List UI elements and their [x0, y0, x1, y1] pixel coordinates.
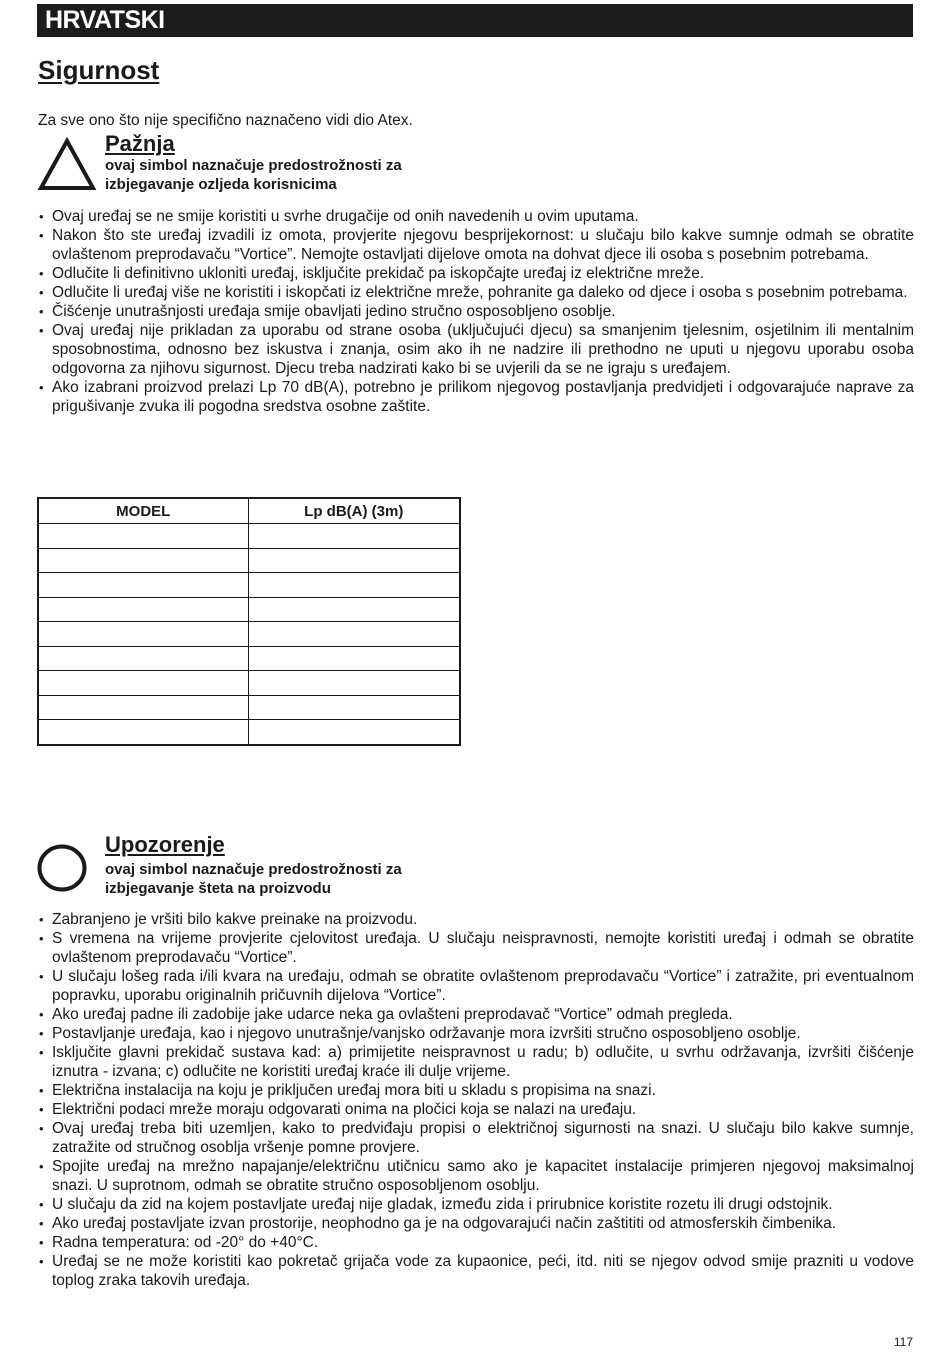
- table-cell: [248, 573, 460, 598]
- warning-list: [38, 910, 914, 1290]
- table-cell: [38, 646, 248, 671]
- table-cell: [248, 597, 460, 622]
- warning-subtitle-line: izbjegavanje šteta na proizvodu: [105, 880, 331, 897]
- warning-subtitle-line: ovaj simbol naznačuje predostrožnosti za: [105, 861, 402, 878]
- intro-text: Za sve ono što nije specifično naznačeno vidi dio Atex.: [38, 112, 413, 129]
- list-item: • Električni podaci mreže moraju odgovarati onima na pločici koja se nalazi na uređaju.: [38, 1100, 914, 1119]
- list-item: • Postavljanje uređaja, kao i njegovo unutrašnje/vanjsko održavanje mora izvršiti stručno osposobljeno osoblje.: [38, 1024, 914, 1043]
- table-cell: [248, 720, 460, 745]
- table-cell: [38, 720, 248, 745]
- list-item: • U slučaju lošeg rada i/ili kvara na uređaju, odmah se obratite ovlaštenom preprodavaču “Vortice” i zatražite, pri eventualnom popravku, uporabu originalnih pričuvnih dijelova “Vortice”.: [38, 967, 914, 1005]
- list-item: • Radna temperatura: od -20° do +40°C.: [38, 1233, 914, 1252]
- table-cell: [248, 622, 460, 647]
- list-item: • Zabranjeno je vršiti bilo kakve preinake na proizvodu.: [38, 910, 914, 929]
- list-item: • Ako izabrani proizvod prelazi Lp 70 dB(A), potrebno je prilikom njegovog postavljanja predvidjeti i odgovarajuće naprave za prigušivanje zvuka ili pogodna sredstva osobne zaštite.: [38, 378, 914, 416]
- table-cell: [248, 646, 460, 671]
- list-item: • Isključite glavni prekidač sustava kad: a) primijetite neispravnost u radu; b) odlučite, u svrhu održavanja, izvršiti čišćenje iznutra - izvana; c) odlučite ne koristiti uređaj kraće ili dulje vrijeme.: [38, 1043, 914, 1081]
- table-row: [38, 573, 460, 598]
- table-cell: [38, 524, 248, 549]
- noise-table: [37, 497, 461, 746]
- table-row: [38, 720, 460, 745]
- table-cell: [38, 622, 248, 647]
- list-item: • Čišćenje unutrašnjosti uređaja smije obavljati jedino stručno osposobljeno osoblje.: [38, 302, 914, 321]
- table-cell: [38, 548, 248, 573]
- page-title: Sigurnost: [38, 55, 160, 85]
- table-row: [38, 646, 460, 671]
- circle-warning-icon: [36, 843, 88, 893]
- table-cell: [248, 548, 460, 573]
- table-row: [38, 695, 460, 720]
- warning-title: Upozorenje: [105, 832, 225, 857]
- table-row: [38, 597, 460, 622]
- table-row: [38, 622, 460, 647]
- caution-subtitle: [105, 156, 505, 194]
- list-item: • Nakon što ste uređaj izvadili iz omota, provjerite njegovu besprijekornost: u slučaju bilo kakve sumnje odmah se obratite ovlaštenom preprodavaču “Vortice”. Nemojte ostavljati dijelove omota na dohvat djece ili osoba s posebnim potrebama.: [38, 226, 914, 264]
- column-header-noise: Lp dB(A) (3m): [248, 498, 460, 524]
- list-item: • Spojite uređaj na mrežno napajanje/električnu utičnicu samo ako je kapacitet instalacije primjeren njegovoj maksimalnoj snazi. U suprotnom, odmah se obratite stručno osposobljenom osoblju.: [38, 1157, 914, 1195]
- caution-subtitle-line: ovaj simbol naznačuje predostrožnosti za: [105, 157, 402, 174]
- caution-list: [38, 207, 914, 416]
- language-label: HRVATSKI: [45, 6, 165, 34]
- list-item: • Ovaj uređaj treba biti uzemljen, kako to predviđaju propisi o električnoj sigurnosti na snazi. U slučaju bilo kakve sumnje, zatražite od stručnog osoblja vršenje pomne provjere.: [38, 1119, 914, 1157]
- list-item: • U slučaju da zid na kojem postavljate uređaj nije gladak, između zida i prirubnice koristite rozetu ili drugi odstojnik.: [38, 1195, 914, 1214]
- list-item: • Ako uređaj postavljate izvan prostorije, neophodno ga je na odgovarajući način zaštititi od atmosferskih čimbenika.: [38, 1214, 914, 1233]
- list-item: • Ovaj uređaj nije prikladan za uporabu od strane osoba (uključujući djecu) sa smanjenim tjelesnim, osjetilnim ili mentalnim sposobnostima, odnosno bez iskustva i znanja, osim ako ih ne nadzire ili prethodno ne uputi u njegovu uporabu osoba odgovorna za njihovu sigurnost. Djecu treba nadzirati kako bi se uvjerili da se ne igraju s uređajem.: [38, 321, 914, 378]
- table-cell: [248, 671, 460, 696]
- list-item: • Ako uređaj padne ili zadobije jake udarce neka ga ovlašteni preprodavač “Vortice” odmah pregleda.: [38, 1005, 914, 1024]
- list-item: • Odlučite li definitivno ukloniti uređaj, isključite prekidač pa iskopčajte uređaj iz električne mreže.: [38, 264, 914, 283]
- table-cell: [38, 597, 248, 622]
- page-number: 117: [893, 1335, 913, 1349]
- table-cell: [38, 671, 248, 696]
- table-row: [38, 671, 460, 696]
- table-cell: [38, 695, 248, 720]
- language-header-bar: [37, 4, 913, 37]
- table-cell: [248, 524, 460, 549]
- table-row: [38, 548, 460, 573]
- table-cell: [38, 573, 248, 598]
- caution-title: Pažnja: [105, 131, 175, 156]
- list-item: • Uređaj se ne može koristiti kao pokretač grijača vode za kupaonice, peći, itd. niti se njegov odvod smije prazniti u vodove toplog zraka takovih uređaja.: [38, 1252, 914, 1290]
- list-item: • S vremena na vrijeme provjerite cjelovitost uređaja. U slučaju neispravnosti, nemojte koristiti uređaj i odmah se obratite ovlaštenom preprodavaču “Vortice”.: [38, 929, 914, 967]
- table-header-row: [38, 498, 460, 524]
- warning-triangle-icon: [37, 137, 97, 192]
- table-row: [38, 524, 460, 549]
- table-cell: [248, 695, 460, 720]
- list-item: • Odlučite li uređaj više ne koristiti i iskopčati iz električne mreže, pohranite ga daleko od djece i osoba s posebnim potrebama.: [38, 283, 914, 302]
- list-item: • Električna instalacija na koju je priključen uređaj mora biti u skladu s propisima na snazi.: [38, 1081, 914, 1100]
- warning-subtitle: [105, 860, 505, 898]
- column-header-model: MODEL: [38, 498, 248, 524]
- list-item: • Ovaj uređaj se ne smije koristiti u svrhe drugačije od onih navedenih u ovim uputama.: [38, 207, 914, 226]
- caution-subtitle-line: izbjegavanje ozljeda korisnicima: [105, 176, 337, 193]
